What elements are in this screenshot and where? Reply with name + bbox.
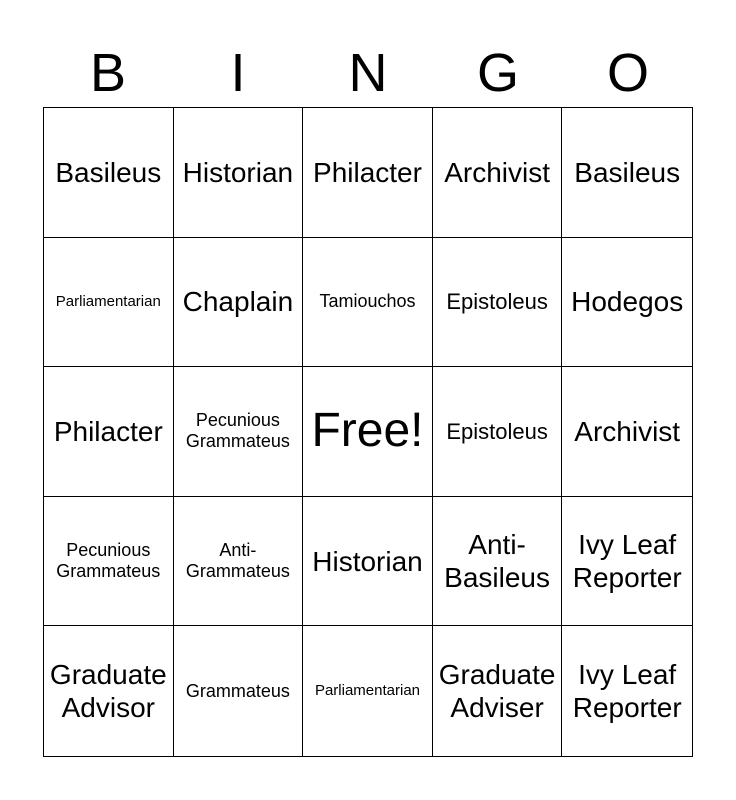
cell-label: Parliamentarian — [55, 293, 161, 311]
bingo-cell[interactable] — [174, 238, 304, 368]
cell-label: Archivist — [444, 156, 550, 188]
cell-label: Philacter — [53, 415, 163, 447]
bingo-cell[interactable] — [433, 497, 563, 627]
free-space-label: Free! — [311, 404, 424, 458]
header-letter-i: I — [230, 43, 246, 103]
bingo-cell[interactable] — [303, 108, 433, 238]
cell-label: Graduate Adviser — [438, 659, 556, 724]
cell-label: Parliamentarian — [314, 682, 421, 700]
bingo-cell[interactable] — [174, 367, 304, 497]
bingo-cell[interactable] — [562, 497, 692, 627]
cell-label: Historian — [312, 545, 423, 577]
header-letter-n: N — [348, 43, 388, 103]
header-letter-b: B — [89, 43, 127, 103]
bingo-cell[interactable] — [44, 367, 174, 497]
cell-label: Grammateus — [185, 680, 290, 701]
cell-label: Hodegos — [571, 286, 684, 318]
cell-label: Archivist — [574, 415, 681, 447]
cell-label: Tamiouchos — [319, 291, 416, 312]
cell-label: Epistoleus — [446, 288, 548, 314]
bingo-cell[interactable] — [303, 626, 433, 756]
cell-label: Graduate Advisor — [49, 659, 167, 724]
cell-label: Epistoleus — [446, 418, 548, 444]
bingo-cell[interactable] — [433, 367, 563, 497]
bingo-cell[interactable] — [562, 626, 692, 756]
bingo-cell[interactable] — [433, 238, 563, 368]
cell-label: Anti- Grammateus — [185, 539, 290, 582]
bingo-cell[interactable] — [303, 497, 433, 627]
cell-label: Anti- Basileus — [444, 529, 551, 594]
bingo-cell[interactable] — [562, 108, 692, 238]
bingo-cell[interactable] — [303, 238, 433, 368]
bingo-cell[interactable] — [44, 108, 174, 238]
bingo-cell[interactable] — [562, 367, 692, 497]
bingo-cell[interactable] — [174, 626, 304, 756]
header-letter-o: O — [606, 43, 649, 103]
bingo-cell[interactable] — [433, 626, 563, 756]
free-space-cell[interactable] — [303, 367, 433, 497]
bingo-cell[interactable] — [174, 497, 304, 627]
bingo-cell[interactable] — [174, 108, 304, 238]
cell-label: Ivy Leaf Reporter — [572, 529, 682, 594]
cell-label: Ivy Leaf Reporter — [572, 659, 682, 724]
bingo-cell[interactable] — [44, 626, 174, 756]
bingo-board — [43, 107, 693, 757]
cell-label: Philacter — [313, 156, 422, 188]
bingo-cell[interactable] — [44, 238, 174, 368]
bingo-cell[interactable] — [562, 238, 692, 368]
cell-label: Historian — [182, 156, 294, 188]
cell-label: Chaplain — [182, 286, 294, 318]
bingo-cell[interactable] — [44, 497, 174, 627]
cell-label: Basileus — [55, 156, 162, 188]
cell-label: Pecunious Grammateus — [185, 410, 290, 452]
bingo-header — [43, 42, 693, 104]
cell-label: Pecunious Grammateus — [56, 539, 161, 582]
header-letter-g: G — [476, 43, 519, 103]
bingo-cell[interactable] — [433, 108, 563, 238]
cell-label: Basileus — [574, 156, 681, 188]
